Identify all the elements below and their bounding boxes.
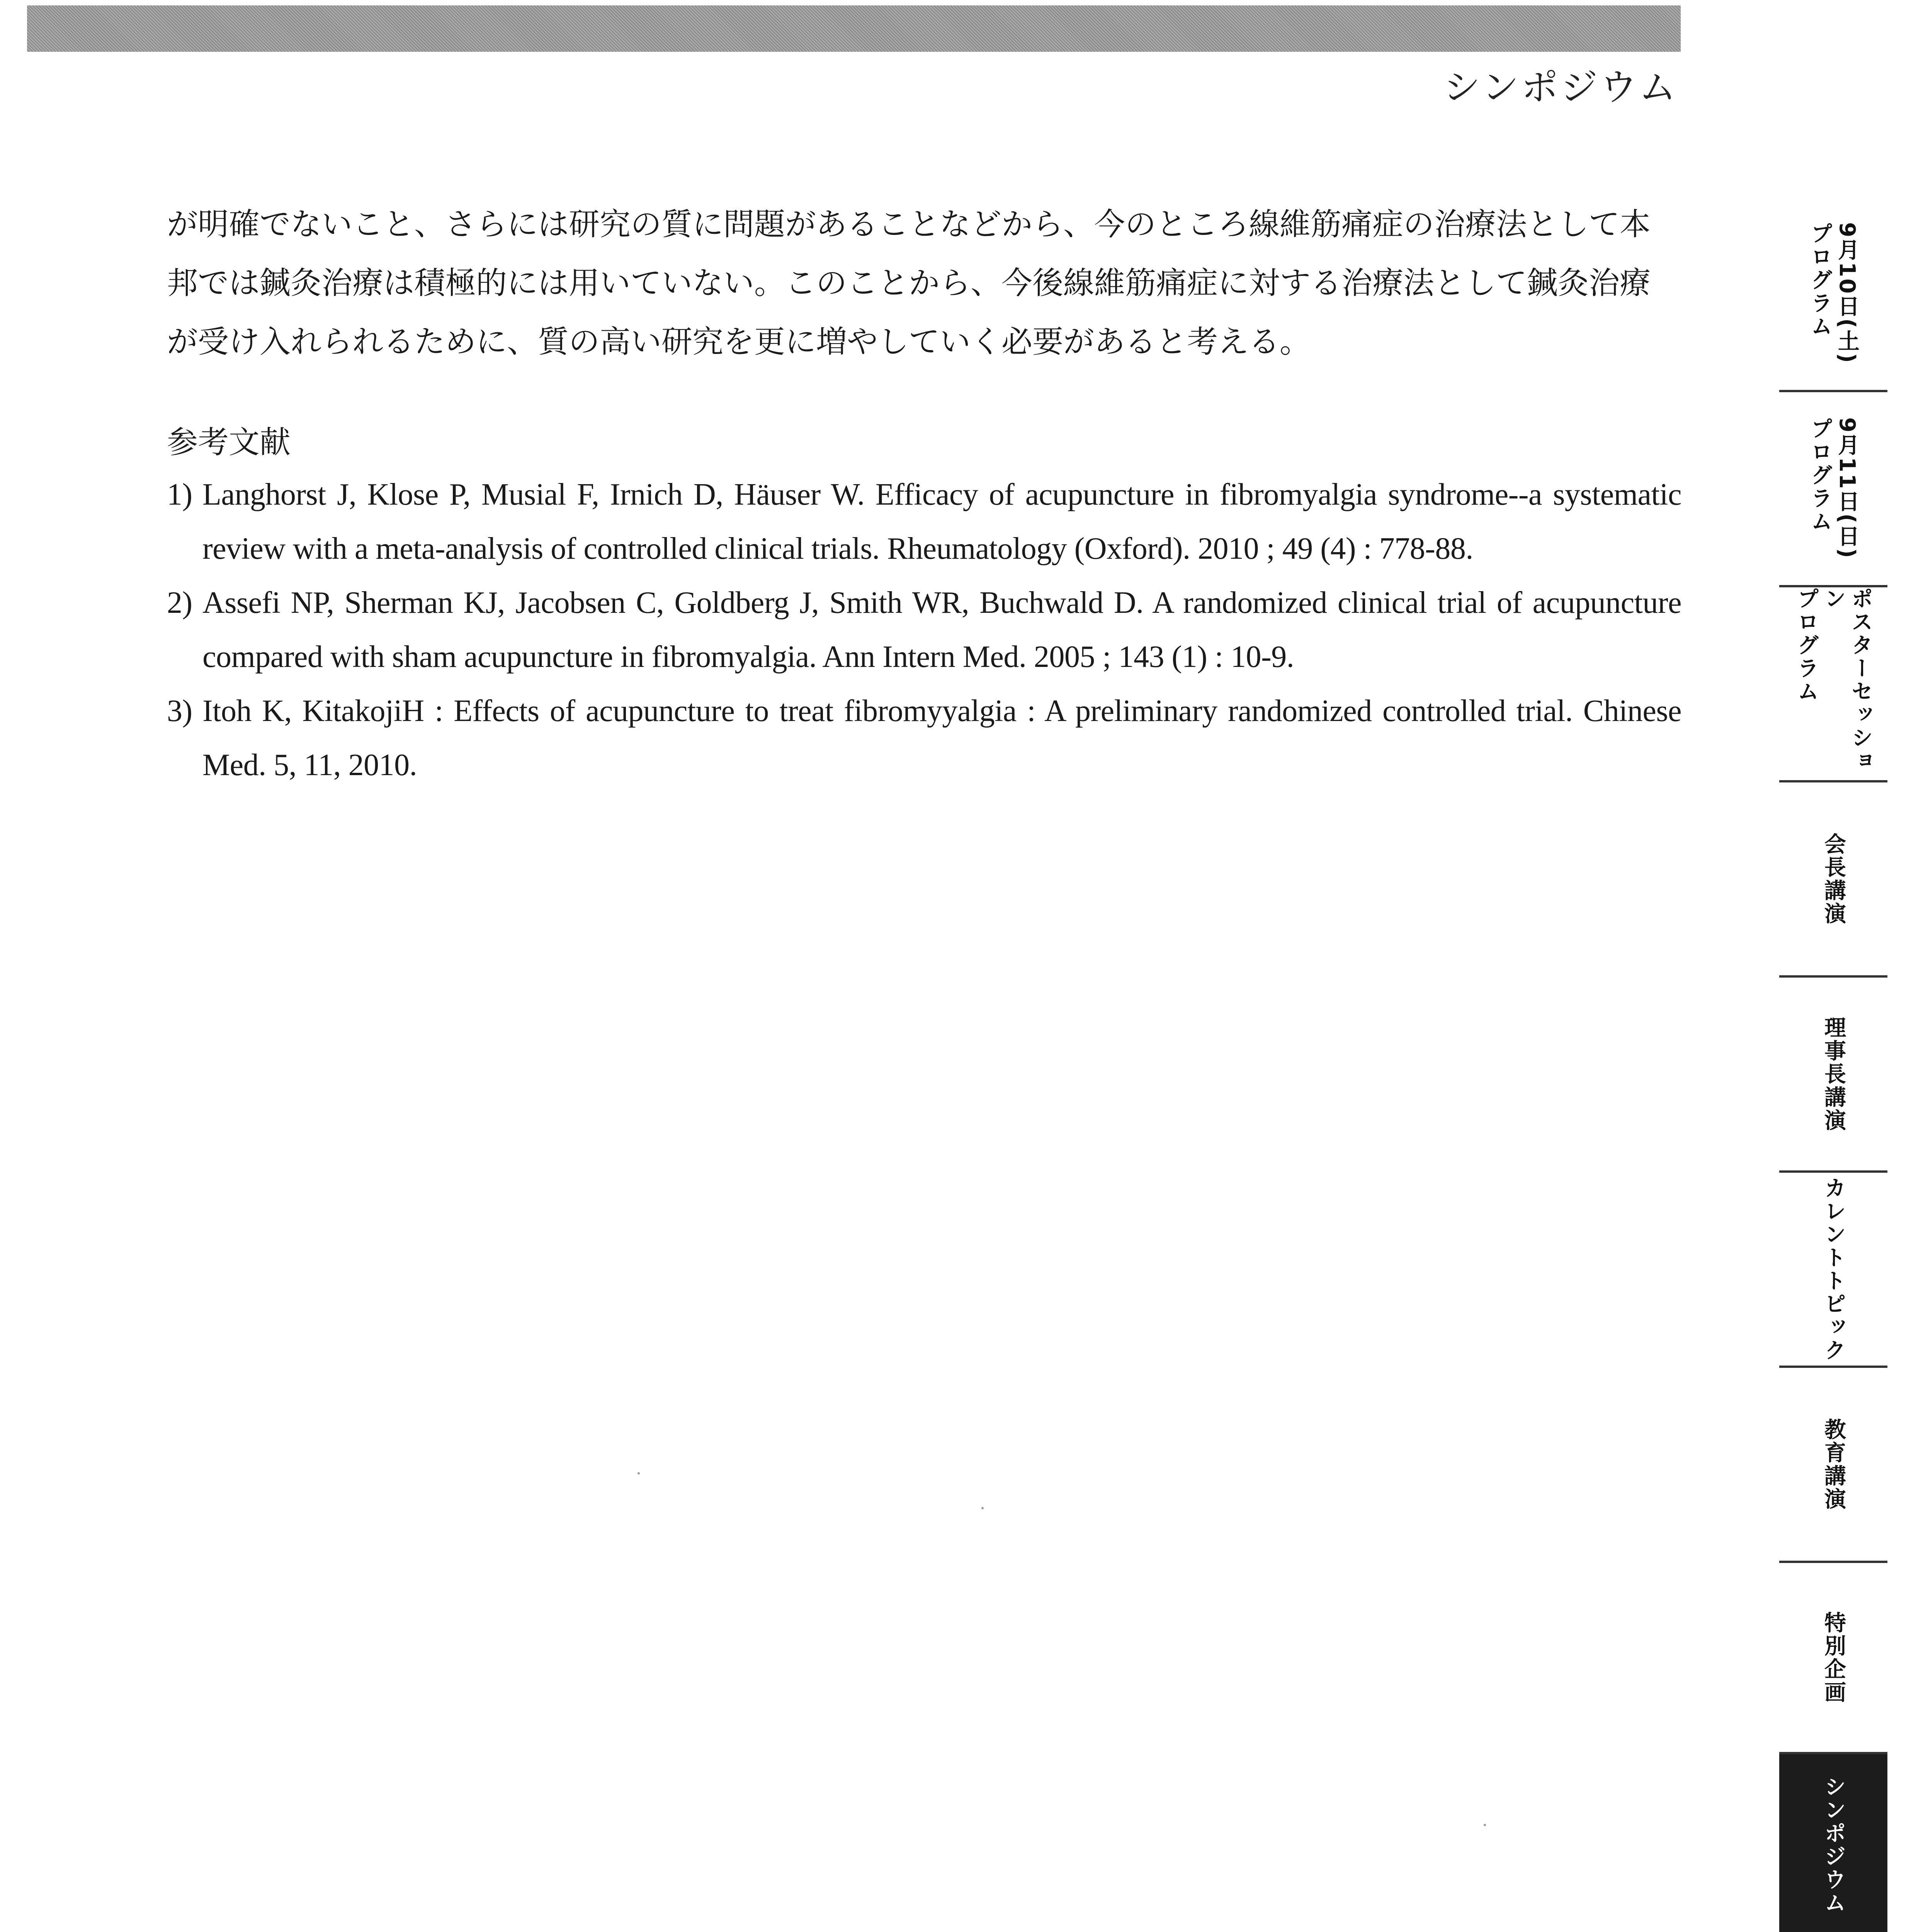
references-list	[167, 468, 1681, 792]
tab-chairman-lecture[interactable]	[1779, 978, 1887, 1173]
tab-label: シンポジウム	[1821, 1775, 1846, 1915]
tab-current-topic[interactable]	[1779, 1173, 1887, 1368]
header-bar	[27, 5, 1681, 52]
tab-education-lecture[interactable]	[1779, 1368, 1887, 1563]
reference-item	[167, 684, 1681, 792]
scan-speck	[1484, 1824, 1486, 1826]
reference-text: Langhorst J, Klose P, Musial F, Irnich D, Häuser W. Efficacy of acupuncture in fibromyalgia syndrome--a systematic review with a meta-analysis of controlled clinical trials. Rheumatology (Oxford). 2010 ; 49 (4) : 778-88.	[202, 478, 1681, 566]
tab-sept11-program[interactable]	[1779, 392, 1887, 587]
tab-label: 理事長講演	[1821, 1016, 1846, 1132]
reference-number: 1)	[167, 478, 192, 512]
reference-number: 3)	[167, 694, 192, 728]
tab-special-program[interactable]	[1779, 1563, 1887, 1754]
tab-label: 教育講演	[1821, 1418, 1846, 1511]
tab-label: 会長講演	[1821, 832, 1846, 925]
tab-symposium[interactable]	[1779, 1754, 1887, 1932]
section-index-tabs	[1779, 197, 1887, 1932]
tab-poster-program[interactable]	[1779, 587, 1887, 782]
tab-sept10-program[interactable]	[1779, 197, 1887, 392]
body-line: が受け入れられるために、質の高い研究を更に増やしていく必要があると考える。	[167, 324, 1311, 360]
body-line: 邦では鍼灸治療は積極的には用いていない。このことから、今後線維筋痛症に対する治療法として鍼灸治療	[167, 265, 1651, 301]
tab-label: ポスターセッション プログラム	[1794, 587, 1873, 773]
reference-item	[167, 468, 1681, 576]
reference-number: 2)	[167, 586, 192, 620]
scan-speck	[638, 1472, 640, 1475]
tab-label: 特別企画	[1821, 1611, 1846, 1704]
body-paragraph	[167, 195, 1685, 371]
tab-label: 9月11日(日) プログラム	[1807, 417, 1860, 560]
scan-speck	[981, 1507, 984, 1509]
tab-label: カレントトピック	[1821, 1176, 1846, 1362]
tab-president-lecture[interactable]	[1779, 782, 1887, 978]
body-line: が明確でないこと、さらには研究の質に問題があることなどから、今のところ線維筋痛症の治療法として本	[167, 206, 1651, 242]
section-title: シンポジウム	[1443, 66, 1678, 109]
reference-text: Assefi NP, Sherman KJ, Jacobsen C, Goldberg J, Smith WR, Buchwald D. A randomized clinical trial of acupuncture compared with sham acupuncture in fibromyalgia. Ann Intern Med. 2005 ; 143 (1) : 10-9.	[202, 586, 1681, 674]
reference-text: Itoh K, KitakojiH : Effects of acupuncture to treat fibromyyalgia : A preliminary randomized controlled trial. Chinese Med. 5, 11, 2010.	[202, 694, 1681, 782]
references-heading: 参考文献	[167, 424, 291, 460]
tab-label: 9月10日(土) プログラム	[1807, 222, 1860, 365]
reference-item	[167, 576, 1681, 684]
